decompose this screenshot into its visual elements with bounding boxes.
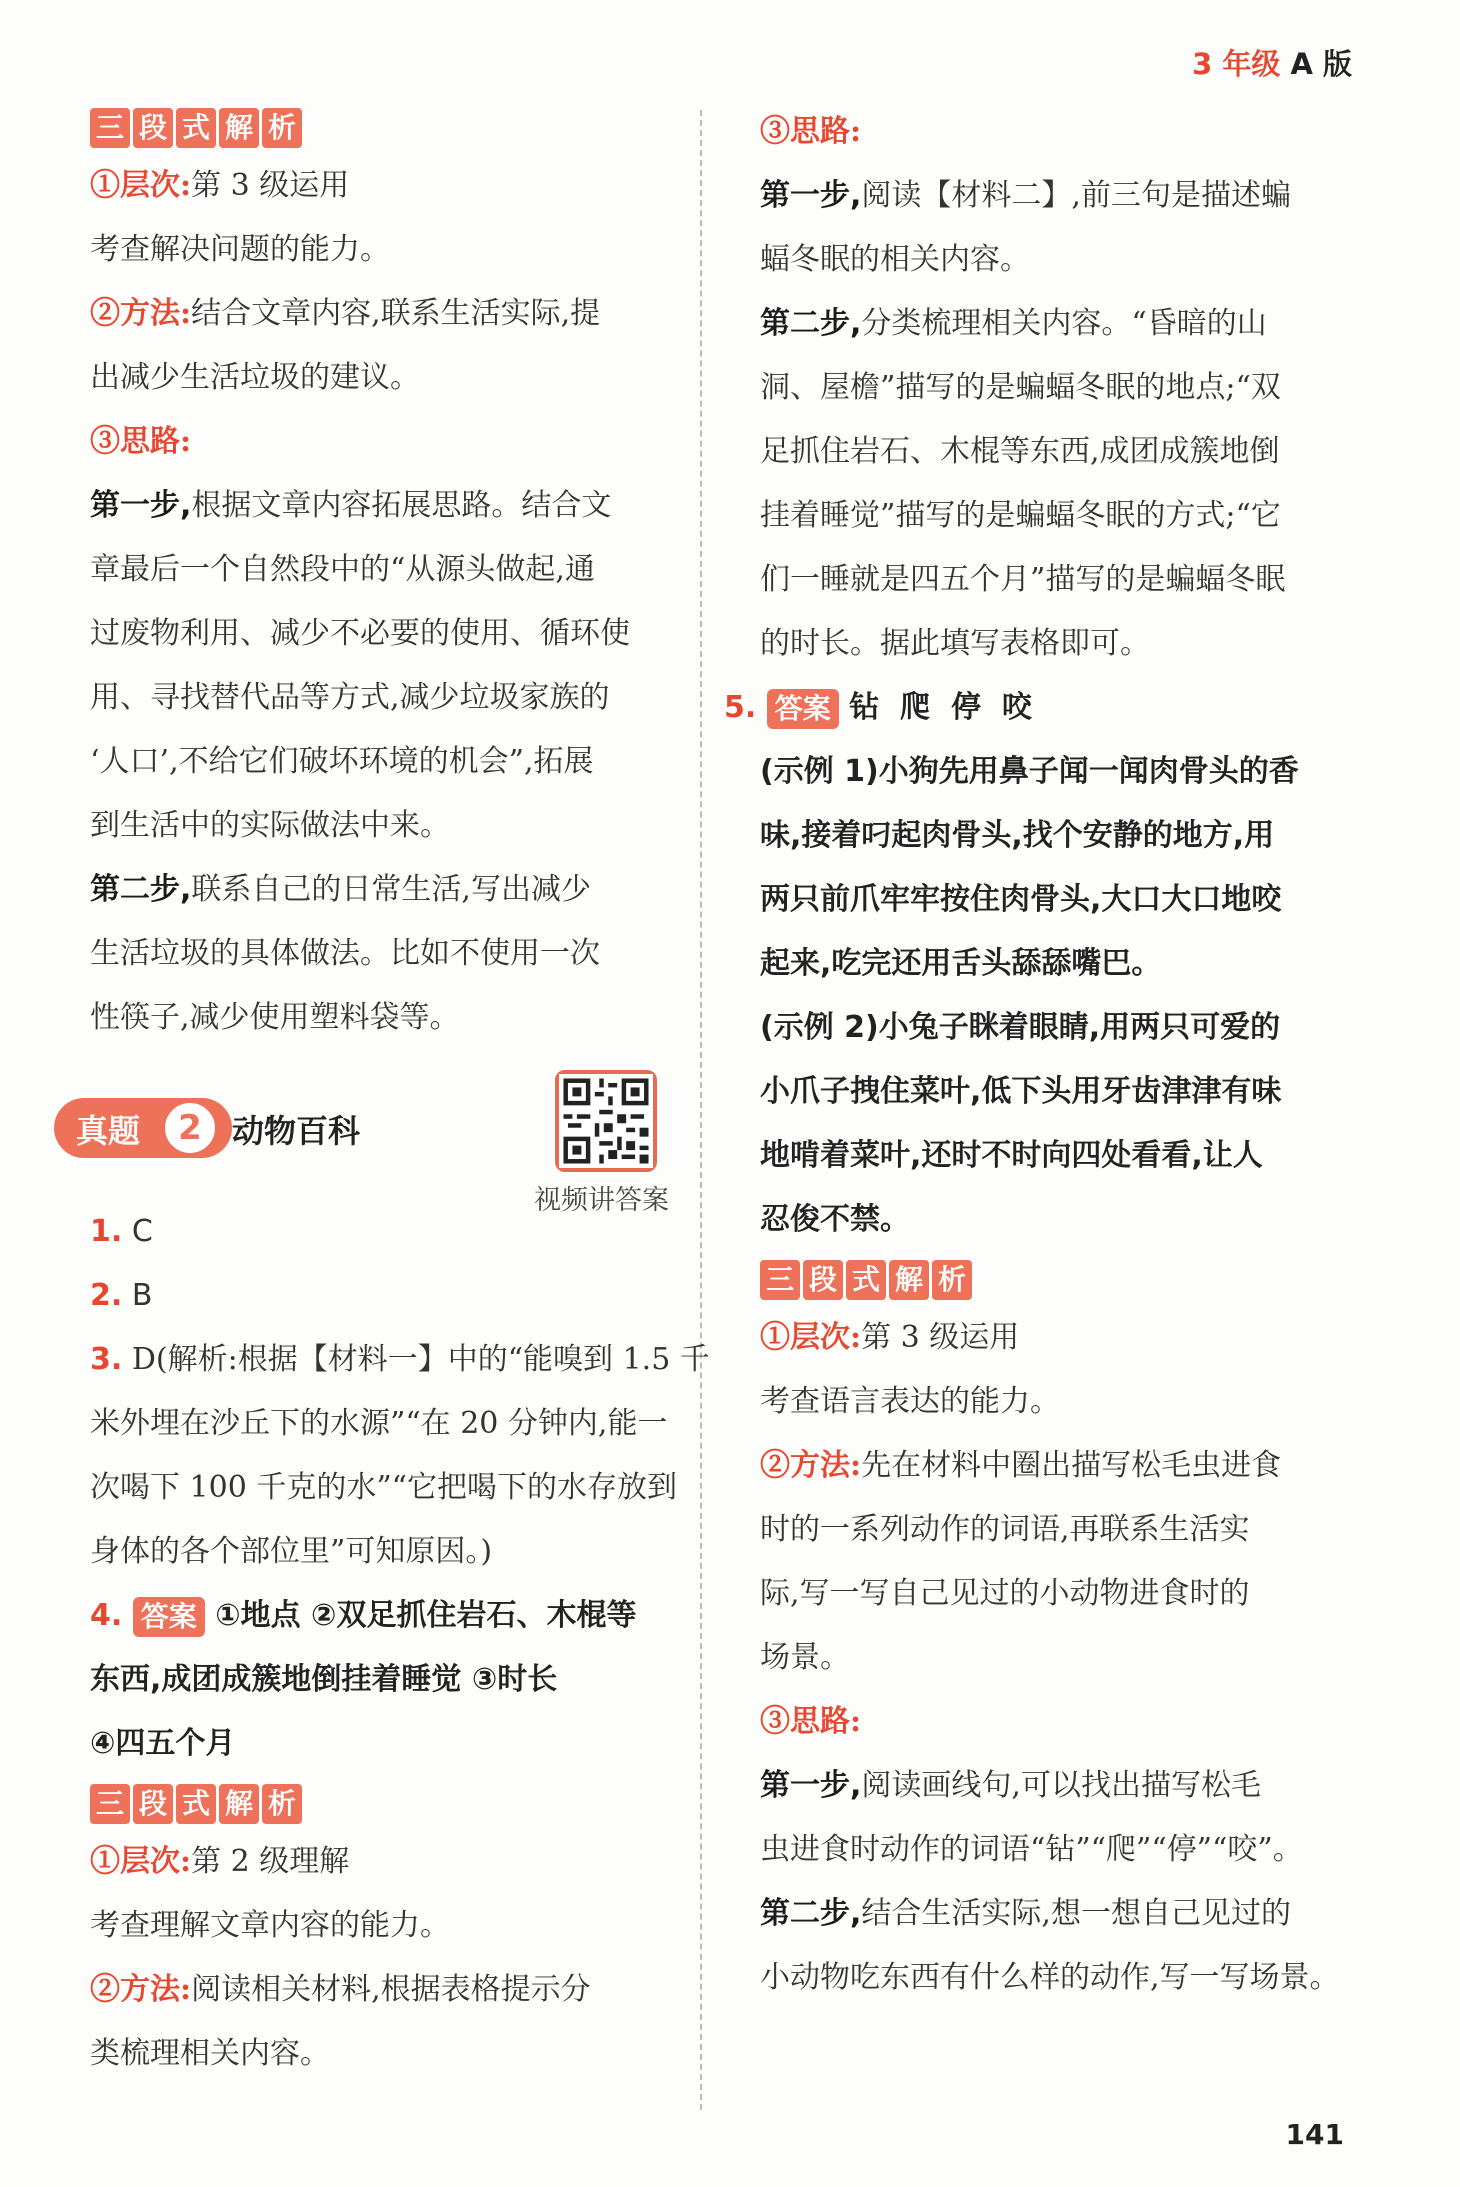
topic-pill — [54, 1098, 232, 1158]
step-line — [90, 474, 690, 538]
step-line — [760, 292, 1360, 356]
answer-text: 钻 爬 停 咬 — [849, 690, 1032, 725]
answer-line — [90, 1264, 690, 1328]
text-line: 次喝下 100 千克的水”“它把喝下的水存放到 — [90, 1470, 678, 1505]
grade-version-tag — [1192, 42, 1352, 83]
step-label: 第一步, — [760, 178, 862, 213]
idea-line — [760, 100, 1360, 164]
badge-char: 解 — [219, 108, 259, 148]
text-line: 忍俊不禁。 — [760, 1202, 910, 1237]
text-line: 地啃着菜叶,还时不时向四处看看,让人 — [760, 1138, 1263, 1173]
step-text: 阅读画线句,可以找出描写松毛 — [861, 1768, 1261, 1803]
level-label: ①层次: — [90, 1844, 192, 1879]
text-line: 场景。 — [760, 1640, 850, 1675]
analysis-badge — [760, 1260, 1360, 1300]
badge-char: 段 — [133, 108, 173, 148]
text-line: 挂着睡觉”描写的是蝙蝠冬眠的方式;“它 — [760, 498, 1281, 533]
step-line — [90, 858, 690, 922]
step-label: 第二步, — [760, 1896, 862, 1931]
text-line: 际,写一写自己见过的小动物进食时的 — [760, 1576, 1250, 1611]
step-text: 阅读【材料二】,前三句是描述蝙 — [861, 178, 1291, 213]
qr-code-icon[interactable] — [555, 1070, 657, 1172]
step-line — [760, 1754, 1360, 1818]
badge-char: 解 — [219, 1784, 259, 1824]
left-column — [76, 100, 710, 2086]
step-label: 第一步, — [90, 488, 192, 523]
text-line: 的时长。据此填写表格即可。 — [760, 626, 1150, 661]
level-line — [90, 154, 690, 218]
qr-caption: 视频讲答案 — [534, 1185, 669, 1216]
question-number: 1. — [90, 1214, 123, 1249]
idea-label: ③思路: — [90, 424, 192, 459]
text-line: (示例 2)小兔子眯着眼睛,用两只可爱的 — [760, 1010, 1281, 1045]
method-line — [760, 1434, 1360, 1498]
answer-text: ①地点 ②双足抓住岩石、木棍等 — [215, 1598, 637, 1633]
idea-line — [760, 1690, 1360, 1754]
level-label: ①层次: — [760, 1320, 862, 1355]
text-line: 考查理解文章内容的能力。 — [90, 1908, 450, 1943]
page-number: 141 — [1285, 2118, 1344, 2151]
step-text: 分类梳理相关内容。“昏暗的山 — [861, 306, 1267, 341]
topic-label: 真题 — [76, 1112, 141, 1150]
topic-header — [76, 1070, 690, 1216]
text-line: 章最后一个自然段中的“从源头做起,通 — [90, 552, 595, 587]
text-line: 足抓住岩石、木棍等东西,成团成簇地倒 — [760, 434, 1280, 469]
method-line — [90, 1958, 690, 2022]
method-line — [90, 282, 690, 346]
text-line: ④四五个月 — [90, 1726, 236, 1761]
text-line: 性筷子,减少使用塑料袋等。 — [90, 1000, 460, 1035]
text-line: 们一睡就是四五个月”描写的是蝙蝠冬眠 — [760, 562, 1286, 597]
method-text: 先在材料中圈出描写松毛虫进食 — [861, 1448, 1282, 1483]
level-text: 第 2 级理解 — [191, 1844, 350, 1879]
text-line: 蝠冬眠的相关内容。 — [760, 242, 1030, 277]
level-line — [760, 1306, 1360, 1370]
text-line: 身体的各个部位里”可知原因。) — [90, 1534, 493, 1569]
badge-char: 析 — [262, 1784, 302, 1824]
text-line: 时的一系列动作的词语,再联系生活实 — [760, 1512, 1250, 1547]
badge-char: 三 — [90, 108, 130, 148]
text-line: 虫进食时动作的词语“钻”“爬”“停”“咬”。 — [760, 1832, 1303, 1867]
question-number: 5. — [724, 690, 757, 725]
step-line — [760, 1882, 1360, 1946]
question-number: 2. — [90, 1278, 123, 1313]
text-line: 出减少生活垃圾的建议。 — [90, 360, 420, 395]
badge-char: 析 — [932, 1260, 972, 1300]
version-label: A 版 — [1290, 47, 1352, 81]
step-label: 第二步, — [760, 306, 862, 341]
column-divider — [700, 110, 702, 2110]
text-line: 考查语言表达的能力。 — [760, 1384, 1060, 1419]
idea-line — [90, 410, 690, 474]
text-line: 两只前爪牢牢按住肉骨头,大口大口地咬 — [760, 882, 1282, 917]
analysis-badge — [90, 108, 690, 148]
answer-line — [90, 1328, 710, 1392]
badge-char: 解 — [889, 1260, 929, 1300]
topic-title: 动物百科 — [232, 1112, 361, 1150]
level-line — [90, 1830, 690, 1894]
answer-line — [90, 1584, 690, 1648]
text-line: 考查解决问题的能力。 — [90, 232, 390, 267]
right-column — [724, 100, 1360, 2010]
level-text: 第 3 级运用 — [861, 1320, 1020, 1355]
topic-number: 2 — [160, 1098, 220, 1158]
level-label: ①层次: — [90, 168, 192, 203]
analysis-badge — [90, 1784, 690, 1824]
answer-text: C — [131, 1214, 153, 1249]
step-line — [760, 164, 1360, 228]
answer-text: D(解析:根据【材料一】中的“能嗅到 1.5 千 — [131, 1342, 710, 1377]
text-line: 类梳理相关内容。 — [90, 2036, 330, 2071]
question-number: 4. — [90, 1598, 123, 1633]
badge-char: 三 — [90, 1784, 130, 1824]
step-label: 第二步, — [90, 872, 192, 907]
text-line: (示例 1)小狗先用鼻子闻一闻肉骨头的香 — [760, 754, 1299, 789]
badge-char: 段 — [133, 1784, 173, 1824]
text-line: ‘人口’,不给它们破坏环境的机会”,拓展 — [90, 744, 594, 779]
text-line: 小动物吃东西有什么样的动作,写一写场景。 — [760, 1960, 1340, 1995]
badge-char: 段 — [803, 1260, 843, 1300]
answer-pill: 答案 — [133, 1597, 205, 1637]
text-line: 味,接着叼起肉骨头,找个安静的地方,用 — [760, 818, 1275, 853]
method-label: ②方法: — [90, 296, 192, 331]
level-text: 第 3 级运用 — [191, 168, 350, 203]
step-text: 根据文章内容拓展思路。结合文 — [191, 488, 612, 523]
step-text: 联系自己的日常生活,写出减少 — [191, 872, 591, 907]
idea-label: ③思路: — [760, 114, 862, 149]
method-text: 结合文章内容,联系生活实际,提 — [191, 296, 601, 331]
badge-char: 式 — [846, 1260, 886, 1300]
text-line: 起来,吃完还用舌头舔舔嘴巴。 — [760, 946, 1162, 981]
text-line: 用、寻找替代品等方式,减少垃圾家族的 — [90, 680, 610, 715]
badge-char: 三 — [760, 1260, 800, 1300]
answer-pill: 答案 — [767, 689, 839, 729]
text-line: 东西,成团成簇地倒挂着睡觉 ③时长 — [90, 1662, 558, 1697]
method-text: 阅读相关材料,根据表格提示分 — [191, 1972, 591, 2007]
idea-label: ③思路: — [760, 1704, 862, 1739]
badge-char: 析 — [262, 108, 302, 148]
step-label: 第一步, — [760, 1768, 862, 1803]
grade-label: 3 年级 — [1192, 47, 1281, 81]
text-line: 小爪子拽住菜叶,低下头用牙齿津津有味 — [760, 1074, 1282, 1109]
text-line: 洞、屋檐”描写的是蝙蝠冬眠的地点;“双 — [760, 370, 1281, 405]
text-line: 到生活中的实际做法中来。 — [90, 808, 450, 843]
question-number: 3. — [90, 1342, 123, 1377]
badge-char: 式 — [176, 1784, 216, 1824]
method-label: ②方法: — [90, 1972, 192, 2007]
step-text: 结合生活实际,想一想自己见过的 — [861, 1896, 1291, 1931]
badge-char: 式 — [176, 108, 216, 148]
method-label: ②方法: — [760, 1448, 862, 1483]
answer-text: B — [131, 1278, 153, 1313]
text-line: 过废物利用、减少不必要的使用、循环使 — [90, 616, 630, 651]
text-line: 米外埋在沙丘下的水源”“在 20 分钟内,能一 — [90, 1406, 668, 1441]
text-line: 生活垃圾的具体做法。比如不使用一次 — [90, 936, 600, 971]
answer-line — [724, 676, 1360, 740]
